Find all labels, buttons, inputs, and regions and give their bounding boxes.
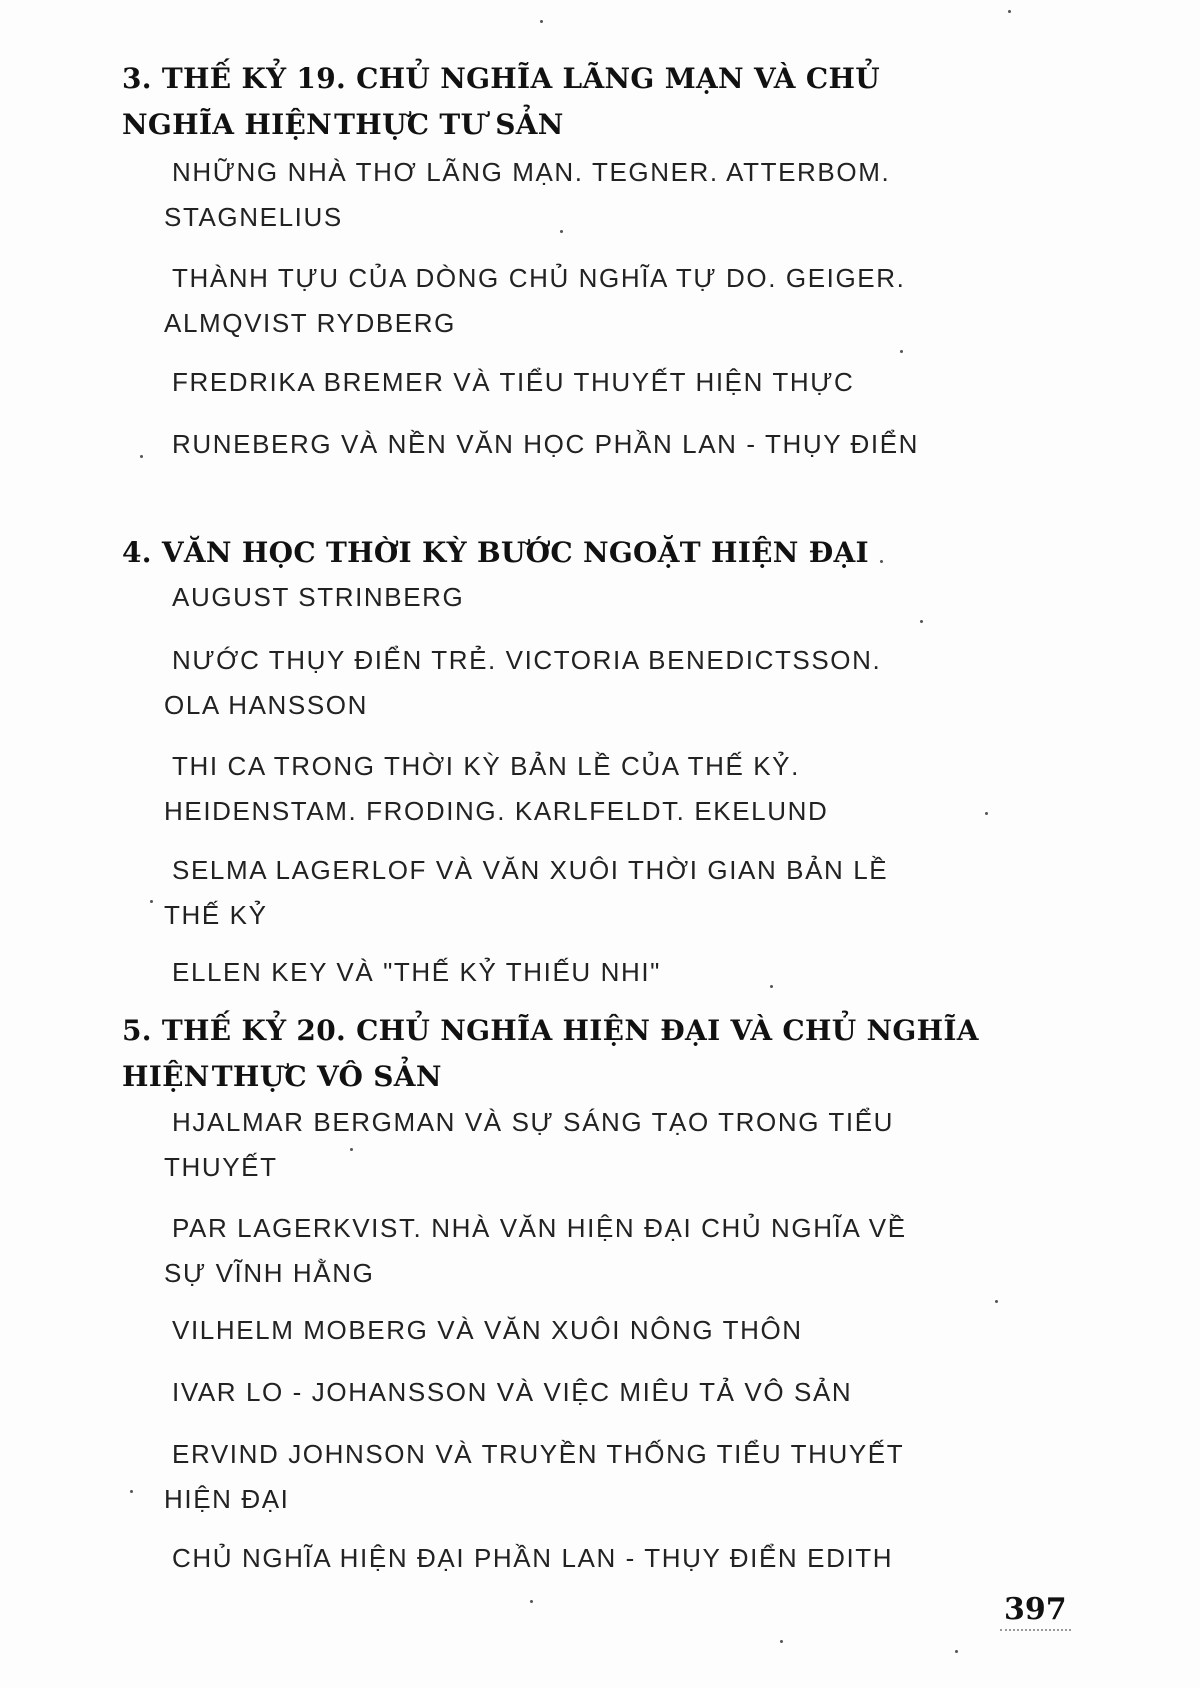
scan-speck bbox=[780, 1640, 783, 1643]
scan-speck bbox=[350, 1148, 353, 1151]
toc-entry bbox=[172, 575, 982, 620]
heading-line: 5. THẾ KỶ 20. CHỦ NGHĨA HIỆN ĐẠI VÀ CHỦ NGHĨA HIỆN bbox=[122, 1014, 979, 1093]
scan-speck bbox=[140, 455, 143, 458]
toc-entry bbox=[172, 360, 982, 405]
entry-line: RUNEBERG VÀ NỀN VĂN HỌC PHẦN LAN - THỤY ĐIỂN bbox=[172, 429, 920, 459]
toc-entry bbox=[164, 744, 982, 834]
scan-speck bbox=[995, 1300, 998, 1303]
heading-line: THỰC VÔ SẢN bbox=[211, 1060, 442, 1093]
toc-entry bbox=[172, 1308, 982, 1353]
toc-entry bbox=[164, 1100, 982, 1190]
entry-line: HEIDENSTAM. FRODING. KARLFELDT. EKELUND bbox=[164, 796, 829, 826]
page-number: 397 bbox=[1000, 1592, 1071, 1631]
scan-speck bbox=[130, 1490, 133, 1493]
entry-line: HIỆN ĐẠI bbox=[164, 1484, 290, 1514]
entry-line: FREDRIKA BREMER VÀ TIỂU THUYẾT HIỆN THỰC bbox=[172, 367, 855, 397]
toc-entry bbox=[172, 1370, 982, 1415]
entry-line: ALMQVIST RYDBERG bbox=[164, 308, 456, 338]
toc-entry bbox=[164, 1432, 982, 1522]
entry-line: NHỮNG NHÀ THƠ LÃNG MẠN. TEGNER. ATTERBOM. bbox=[172, 157, 891, 187]
entry-line: ELLEN KEY VÀ "THẾ KỶ THIẾU NHI" bbox=[172, 957, 662, 987]
toc-entry bbox=[164, 150, 982, 240]
scan-speck bbox=[985, 812, 988, 815]
toc-entry bbox=[164, 256, 982, 346]
entry-line: AUGUST STRINBERG bbox=[172, 582, 465, 612]
entry-line: CHỦ NGHĨA HIỆN ĐẠI PHẦN LAN - THỤY ĐIỂN EDITH bbox=[172, 1543, 894, 1573]
scan-speck bbox=[150, 900, 153, 903]
entry-line: IVAR LO - JOHANSSON VÀ VIỆC MIÊU TẢ VÔ SẢN bbox=[172, 1377, 853, 1407]
entry-line: NƯỚC THỤY ĐIỂN TRẺ. VICTORIA BENEDICTSSON. bbox=[172, 645, 882, 675]
scan-speck bbox=[1008, 10, 1011, 13]
scan-speck bbox=[920, 620, 923, 623]
toc-entry bbox=[164, 638, 982, 728]
entry-line: ERVIND JOHNSON VÀ TRUYỀN THỐNG TIỂU THUYẾT bbox=[172, 1439, 905, 1469]
scan-speck bbox=[540, 20, 543, 23]
scan-speck bbox=[900, 350, 903, 353]
entry-line: THUYẾT bbox=[164, 1152, 278, 1182]
toc-entry bbox=[172, 1536, 982, 1581]
toc-entry bbox=[164, 848, 982, 938]
section-heading-5 bbox=[122, 1008, 1002, 1100]
heading-line: 4. VĂN HỌC THỜI KỲ BƯỚC NGOẶT HIỆN ĐẠI bbox=[122, 536, 869, 569]
entry-line: VILHELM MOBERG VÀ VĂN XUÔI NÔNG THÔN bbox=[172, 1315, 803, 1345]
scan-speck bbox=[530, 1600, 533, 1603]
toc-entry bbox=[172, 422, 982, 467]
toc-entry bbox=[172, 950, 982, 995]
section-heading-3 bbox=[122, 56, 1002, 148]
heading-line: THỰC TƯ SẢN bbox=[334, 108, 564, 141]
scan-speck bbox=[770, 985, 773, 988]
heading-line: 3. THẾ KỶ 19. CHỦ NGHĨA LÃNG MẠN VÀ CHỦ NGHĨA HIỆN bbox=[122, 62, 880, 141]
section-heading-4 bbox=[122, 530, 1002, 576]
entry-line: PAR LAGERKVIST. NHÀ VĂN HIỆN ĐẠI CHỦ NGHĨA VỀ bbox=[172, 1213, 907, 1243]
entry-line: THÀNH TỰU CỦA DÒNG CHỦ NGHĨA TỰ DO. GEIGER. bbox=[172, 263, 906, 293]
entry-line: HJALMAR BERGMAN VÀ SỰ SÁNG TẠO TRONG TIỂU bbox=[172, 1107, 895, 1137]
scan-speck bbox=[880, 560, 883, 563]
entry-line: STAGNELIUS bbox=[164, 202, 343, 232]
entry-line: OLA HANSSON bbox=[164, 690, 368, 720]
scan-speck bbox=[560, 230, 563, 233]
entry-line: SỰ VĨNH HẰNG bbox=[164, 1258, 375, 1288]
entry-line: SELMA LAGERLOF VÀ VĂN XUÔI THỜI GIAN BẢN LỀ bbox=[172, 855, 889, 885]
entry-line: THI CA TRONG THỜI KỲ BẢN LỀ CỦA THẾ KỶ. bbox=[172, 751, 800, 781]
toc-entry bbox=[164, 1206, 982, 1296]
entry-line: THẾ KỶ bbox=[164, 900, 268, 930]
scan-speck bbox=[955, 1650, 958, 1653]
